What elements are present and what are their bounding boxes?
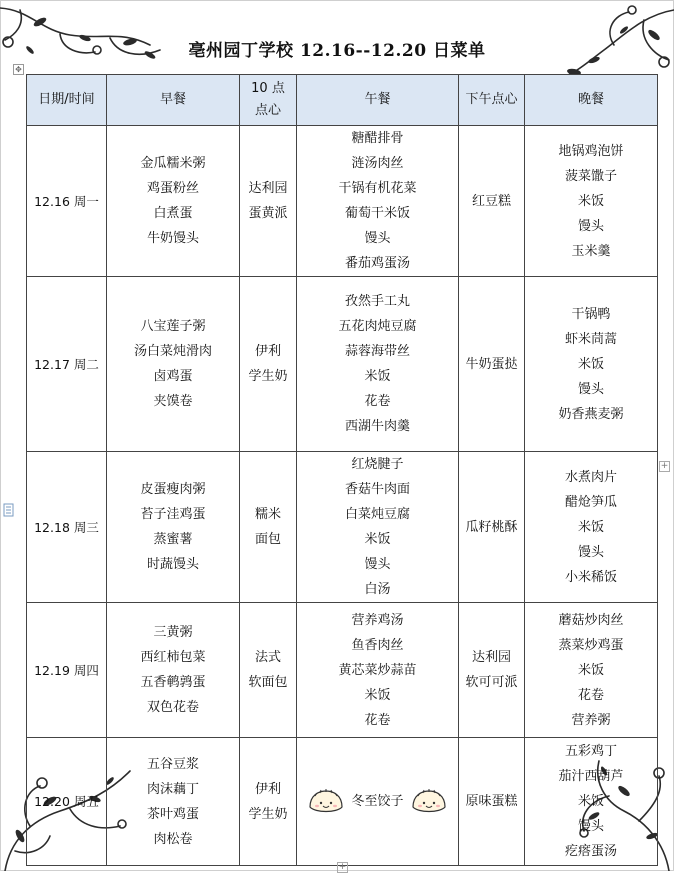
- header-snack10: [240, 75, 297, 126]
- table-row: [27, 738, 658, 866]
- dinner-item: 馒头: [577, 544, 604, 560]
- snack10-item: 学生奶: [248, 369, 288, 384]
- breakfast-item: 三黄粥: [153, 625, 193, 640]
- page-title: 亳州园丁学校 12.16--12.20 日菜单: [188, 41, 486, 61]
- lunch-item: 涟汤肉丝: [351, 156, 404, 171]
- header-breakfast: 早餐: [107, 75, 240, 126]
- afternoon-item: 瓜籽桃酥: [465, 519, 518, 535]
- lunch-item: 黄芯菜炒蒜苗: [338, 662, 417, 678]
- page-margin-icon: [3, 503, 15, 517]
- breakfast-item: 鸡蛋粉丝: [146, 181, 199, 196]
- table-row: [27, 277, 658, 452]
- dinner-cell: [525, 603, 658, 738]
- dinner-item: 米饭: [577, 519, 604, 535]
- breakfast-item: 汤白菜炖滑肉: [133, 344, 212, 359]
- snack10-item: 软面包: [248, 675, 288, 690]
- lunch-item: 鱼香肉丝: [351, 637, 404, 653]
- header-row: [27, 75, 658, 126]
- lunch-cell: [297, 126, 459, 277]
- breakfast-item: 金瓜糯米粥: [140, 156, 206, 171]
- dinner-item: 虾米茼蒿: [564, 331, 617, 347]
- breakfast-cell: [107, 603, 240, 738]
- dinner-item: 馒头: [577, 819, 604, 834]
- breakfast-item: 卤鸡蛋: [153, 369, 193, 384]
- snack10-cell: [240, 603, 297, 738]
- snack10-item: 法式: [254, 650, 281, 665]
- breakfast-item: 苔子洼鸡蛋: [140, 507, 206, 522]
- move-handle-icon[interactable]: ✥: [13, 64, 24, 75]
- lunch-cell: [297, 738, 459, 866]
- snack10-item: 蛋黄派: [248, 206, 288, 221]
- snack10-cell: [240, 126, 297, 277]
- snack10-cell: [240, 277, 297, 452]
- dinner-item: 蒸菜炒鸡蛋: [558, 637, 624, 653]
- snack10-item: 糯米: [254, 507, 281, 522]
- menu-table: [26, 74, 658, 866]
- dinner-item: 花卷: [577, 687, 604, 703]
- table-row: [27, 603, 658, 738]
- dinner-item: 水煮肉片: [564, 469, 617, 485]
- date-cell: 12.16 周一: [27, 126, 107, 277]
- dumpling-icon: [307, 787, 345, 817]
- dinner-item: 米饭: [577, 662, 604, 678]
- header-date: 日期/时间: [27, 75, 107, 126]
- date-cell: 12.18 周三: [27, 452, 107, 603]
- afternoon-item: 达利园: [471, 650, 511, 665]
- dinner-item: 蘑菇炒肉丝: [558, 612, 624, 628]
- breakfast-item: 双色花卷: [146, 700, 199, 715]
- dinner-item: 茄汁西葫芦: [558, 769, 624, 784]
- dinner-item: 米饭: [577, 356, 604, 372]
- afternoon-cell: [459, 603, 525, 738]
- lunch-item: 米饭: [364, 532, 391, 547]
- afternoon-cell: [459, 738, 525, 866]
- breakfast-item: 茶叶鸡蛋: [146, 806, 199, 822]
- lunch-cell: [297, 603, 459, 738]
- afternoon-cell: [459, 277, 525, 452]
- header-afternoon: 下午点心: [459, 75, 525, 126]
- breakfast-item: 蒸蜜薯: [153, 532, 193, 547]
- snack10-cell: [240, 738, 297, 866]
- dinner-item: 馒头: [577, 218, 604, 234]
- dinner-item: 疙瘩蛋汤: [564, 844, 617, 859]
- lunch-cell: [297, 277, 459, 452]
- dumpling-row: [297, 787, 458, 817]
- breakfast-item: 皮蛋瘦肉粥: [140, 482, 206, 497]
- lunch-item: 糖醋排骨: [351, 131, 404, 146]
- lunch-item: 香菇牛肉面: [344, 482, 410, 497]
- dinner-cell: [525, 277, 658, 452]
- dinner-item: 米饭: [577, 794, 604, 809]
- lunch-item: 花卷: [364, 394, 391, 409]
- breakfast-item: 西红柿包菜: [140, 650, 206, 665]
- breakfast-cell: [107, 277, 240, 452]
- breakfast-item: 夹馍卷: [153, 394, 193, 409]
- lunch-item: 西湖牛肉羹: [344, 419, 410, 434]
- breakfast-item: 白煮蛋: [153, 206, 193, 221]
- breakfast-item: 八宝莲子粥: [140, 319, 206, 334]
- afternoon-item: 牛奶蛋挞: [465, 356, 518, 372]
- dinner-item: 地锅鸡泡饼: [558, 143, 624, 159]
- dinner-item: 五彩鸡丁: [564, 744, 617, 759]
- lunch-item: 白菜炖豆腐: [344, 507, 410, 522]
- lunch-item: 红烧腱子: [351, 457, 404, 472]
- afternoon-item: 软可可派: [465, 675, 518, 690]
- lunch-item: 馒头: [364, 557, 391, 572]
- table-row: [27, 452, 658, 603]
- breakfast-item: 五谷豆浆: [146, 756, 199, 772]
- date-cell: 12.19 周四: [27, 603, 107, 738]
- dinner-cell: [525, 452, 658, 603]
- dinner-item: 营养粥: [571, 712, 611, 728]
- add-row-plus-icon[interactable]: +: [338, 862, 347, 872]
- afternoon-item: 原味蛋糕: [465, 794, 518, 809]
- breakfast-cell: [107, 452, 240, 603]
- lunch-item: 番茄鸡蛋汤: [344, 256, 410, 271]
- lunch-item: 花卷: [364, 712, 391, 728]
- header-snack10-line2: 点心: [254, 103, 281, 118]
- breakfast-item: 肉沫藕丁: [146, 781, 199, 797]
- date-cell: 12.20 周五: [27, 738, 107, 866]
- breakfast-item: 肉松卷: [153, 831, 193, 847]
- dinner-item: 玉米羹: [571, 243, 611, 259]
- lunch-item: 五花肉炖豆腐: [338, 319, 417, 334]
- snack10-item: 学生奶: [248, 806, 288, 822]
- dinner-item: 馒头: [577, 381, 604, 397]
- afternoon-cell: [459, 452, 525, 603]
- header-snack10-line1: 10 点: [251, 81, 285, 96]
- lunch-item: 馒头: [364, 231, 391, 246]
- add-column-plus-icon[interactable]: +: [660, 461, 669, 471]
- snack10-cell: [240, 452, 297, 603]
- dinner-item: 干锅鸭: [571, 306, 611, 322]
- lunch-item: 干锅有机花菜: [338, 181, 417, 196]
- breakfast-item: 时蔬馒头: [146, 557, 199, 572]
- lunch-item: 冬至饺子: [351, 794, 404, 809]
- snack10-item: 达利园: [248, 181, 288, 196]
- lunch-item: 米饭: [364, 369, 391, 384]
- dinner-item: 奶香燕麦粥: [558, 406, 624, 422]
- dinner-item: 米饭: [577, 193, 604, 209]
- lunch-item: 米饭: [364, 687, 391, 703]
- dinner-item: 醋炝笋瓜: [564, 494, 617, 510]
- breakfast-cell: [107, 126, 240, 277]
- breakfast-item: 牛奶馒头: [146, 231, 199, 246]
- afternoon-cell: [459, 126, 525, 277]
- header-lunch: 午餐: [297, 75, 459, 126]
- dumpling-icon: [410, 787, 448, 817]
- dinner-item: 小米稀饭: [564, 569, 617, 585]
- breakfast-item: 五香鹌鹑蛋: [140, 675, 206, 690]
- breakfast-cell: [107, 738, 240, 866]
- date-cell: 12.17 周二: [27, 277, 107, 452]
- dinner-item: 菠菜馓子: [564, 168, 617, 184]
- lunch-item: 葡萄干米饭: [344, 206, 410, 221]
- lunch-item: 孜然手工丸: [344, 294, 410, 309]
- dinner-cell: [525, 126, 658, 277]
- snack10-item: 伊利: [254, 344, 281, 359]
- header-dinner: 晚餐: [525, 75, 658, 126]
- afternoon-item: 红豆糕: [471, 193, 511, 209]
- table-row: [27, 126, 658, 277]
- snack10-item: 面包: [254, 532, 281, 547]
- lunch-item: 营养鸡汤: [351, 612, 404, 628]
- lunch-item: 白汤: [364, 582, 391, 597]
- snack10-item: 伊利: [254, 781, 281, 797]
- lunch-cell: [297, 452, 459, 603]
- lunch-item: 蒜蓉海带丝: [344, 344, 410, 359]
- dinner-cell: [525, 738, 658, 866]
